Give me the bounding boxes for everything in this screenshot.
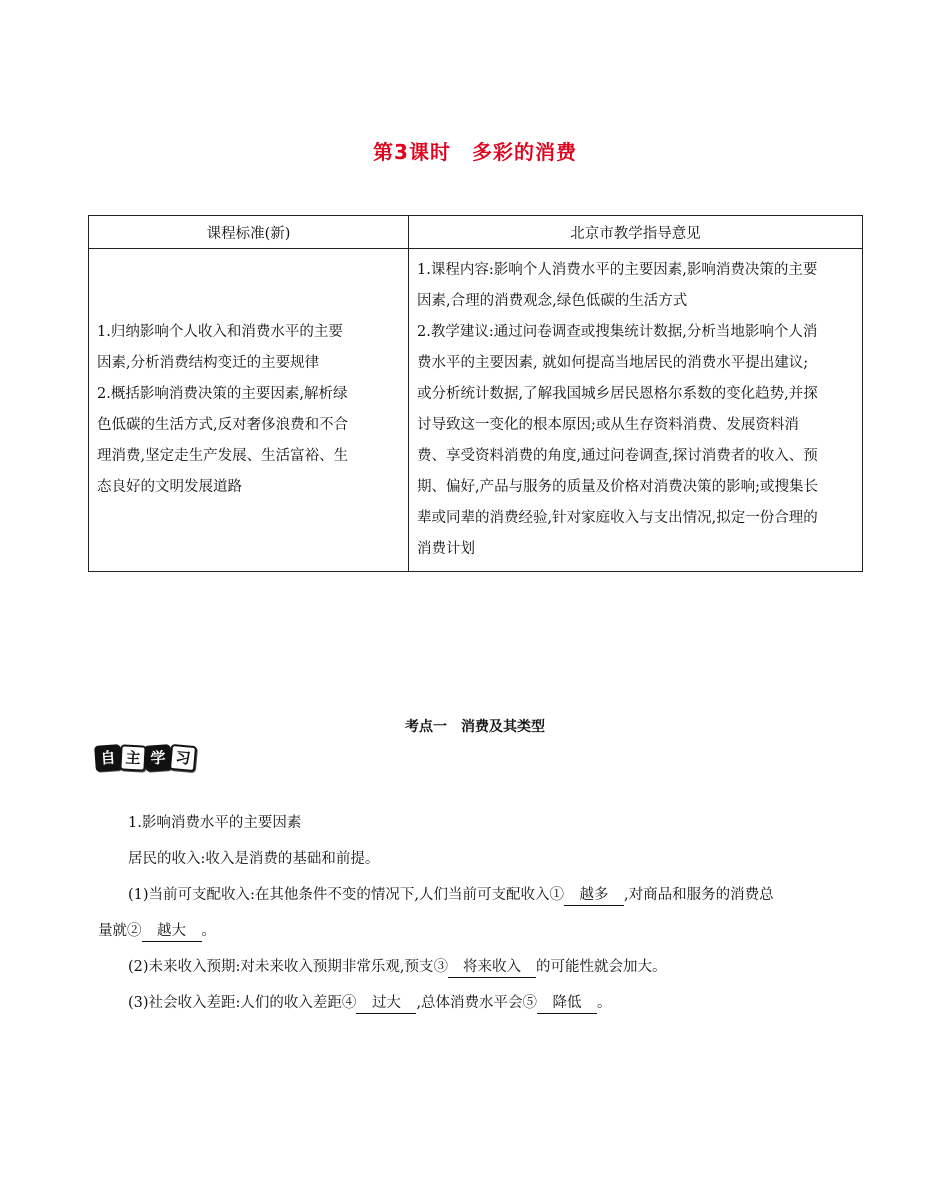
badge-char: 自	[94, 744, 122, 772]
table-row	[89, 249, 863, 572]
curriculum-table	[88, 215, 863, 572]
page-title: 第3课时 多彩的消费	[373, 140, 577, 164]
guidance-line: 费水平的主要因素, 就如何提高当地居民的消费水平提出建议;	[417, 355, 809, 371]
guidance-line: 2.教学建议:通过问卷调查或搜集统计数据,分析当地影响个人消	[417, 324, 818, 340]
guidance-cell	[409, 249, 863, 572]
guidance-line: 费、享受资料消费的角度,通过问卷调查,探讨消费者的收入、预	[417, 448, 818, 464]
guidance-line: 讨导致这一变化的根本原因;或从生存资料消费、发展资料消	[417, 417, 799, 433]
item-text: ,对商品和服务的消费总	[624, 887, 774, 903]
item-text: ,总体消费水平会⑤	[416, 995, 538, 1011]
table-header-row	[89, 216, 863, 249]
guidance-line: 或分析统计数据,了解我国城乡居民恩格尔系数的变化趋势,并探	[417, 386, 818, 402]
guidance-line: 消费计划	[417, 541, 475, 557]
standard-cell	[89, 249, 409, 572]
content-item-2	[98, 949, 863, 985]
content-intro: 居民的收入:收入是消费的基础和前提。	[128, 851, 380, 867]
content-heading: 1.影响消费水平的主要因素	[128, 815, 302, 831]
content-item-3	[98, 985, 863, 1021]
answer-blank: 过大	[356, 993, 416, 1014]
table-header-standard: 课程标准(新)	[89, 216, 409, 249]
answer-blank: 降低	[537, 993, 597, 1014]
item-text: (2)未来收入预期:对未来收入预期非常乐观,预支③	[128, 959, 449, 975]
standard-line: 态良好的文明发展道路	[97, 479, 242, 495]
content-item-1-cont	[98, 913, 863, 949]
item-text: 。	[201, 923, 216, 939]
standard-line: 因素,分析消费结构变迁的主要规律	[97, 355, 320, 371]
badge-char: 学	[144, 744, 172, 772]
standard-line: 2.概括影响消费决策的主要因素,解析绿	[97, 386, 348, 402]
item-text: 的可能性就会加大。	[536, 959, 667, 975]
study-content	[98, 805, 863, 1021]
item-text: (1)当前可支配收入:在其他条件不变的情况下,人们当前可支配收入①	[128, 887, 565, 903]
guidance-line: 因素,合理的消费观念,绿色低碳的生活方式	[417, 293, 688, 309]
guidance-line: 1.课程内容:影响个人消费水平的主要因素,影响消费决策的主要	[417, 262, 818, 278]
badge-char: 习	[169, 744, 197, 772]
table-header-guidance: 北京市教学指导意见	[409, 216, 863, 249]
item-text: (3)社会收入差距:人们的收入差距④	[128, 995, 357, 1011]
answer-blank: 越多	[564, 885, 624, 906]
answer-blank: 越大	[142, 921, 202, 942]
item-text: 量就②	[98, 923, 142, 939]
standard-line: 色低碳的生活方式,反对奢侈浪费和不合	[97, 417, 349, 433]
answer-blank: 将来收入	[448, 957, 536, 978]
guidance-line: 期、偏好,产品与服务的质量及价格对消费决策的影响;或搜集长	[417, 479, 818, 495]
badge-char: 主	[119, 744, 146, 771]
item-text: 。	[597, 995, 612, 1011]
standard-line: 理消费,坚定走生产发展、生活富裕、生	[97, 448, 349, 464]
section-title: 考点一 消费及其类型	[405, 719, 545, 735]
standard-line: 1.归纳影响个人收入和消费水平的主要	[97, 324, 343, 340]
content-item-1	[98, 877, 863, 913]
self-study-badge	[95, 745, 195, 771]
guidance-line: 辈或同辈的消费经验,针对家庭收入与支出情况,拟定一份合理的	[417, 510, 818, 526]
